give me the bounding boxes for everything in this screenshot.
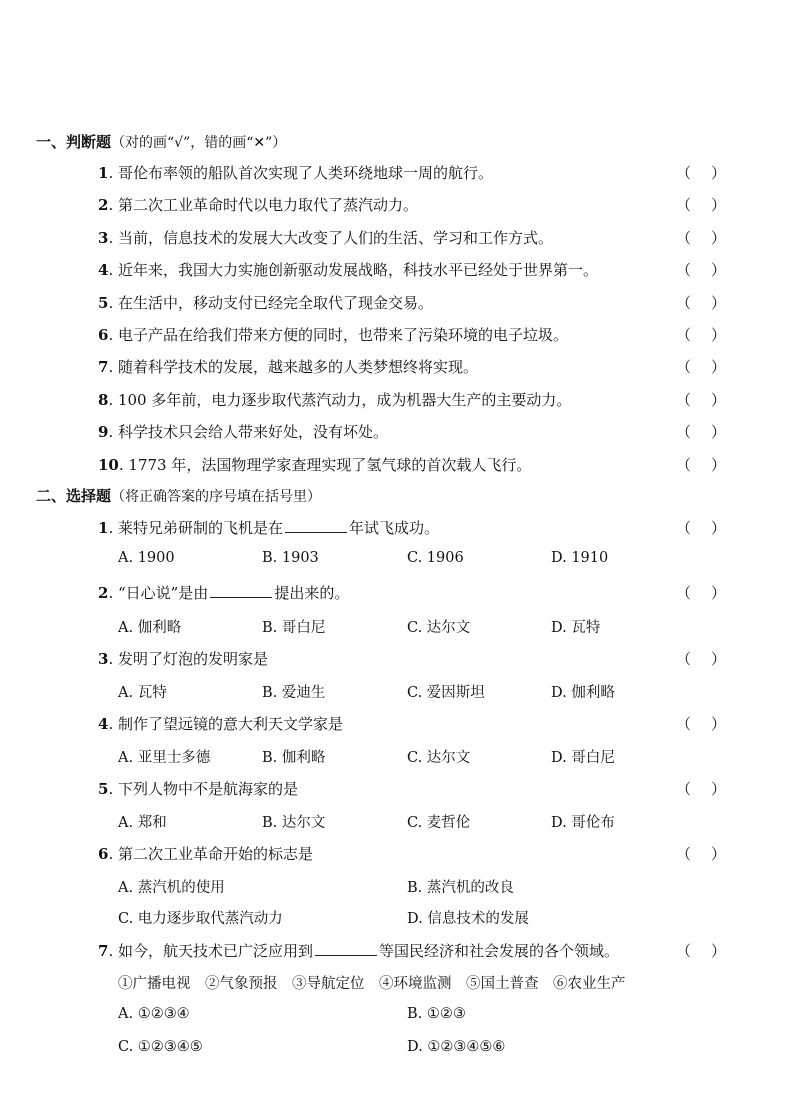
question-6 [98, 843, 313, 864]
question-number: 4 [98, 715, 109, 733]
question-text: . 随着科学技术的发展，越来越多的人类梦想终将实现。 [108, 358, 478, 377]
question-text: . 制作了望远镜的意大利天文学家是 [108, 715, 343, 733]
question-number: 10 [98, 455, 119, 474]
tf-question-1 [98, 162, 493, 183]
answer-box[interactable]: （ ） [676, 358, 726, 377]
answer-box[interactable]: （ ） [676, 650, 726, 668]
option-b[interactable]: B. 爱迪生 [262, 685, 326, 701]
question-text: . 在生活中，移动支付已经完全取代了现金交易。 [108, 293, 433, 312]
option-c[interactable]: C. 麦哲伦 [407, 815, 471, 831]
question-number: 1 [98, 519, 109, 537]
question-number: 7 [98, 358, 109, 377]
question-number: 1 [98, 164, 109, 182]
section-2-note: （将正确答案的序号填在括号里） [111, 489, 322, 505]
option-c[interactable]: C. 达尔文 [407, 620, 471, 636]
question-number: 4 [98, 261, 109, 280]
option-c[interactable]: C. 爱因斯坦 [407, 685, 485, 701]
option-a[interactable]: A. 郑和 [118, 815, 167, 831]
question-text: . 莱特兄弟研制的飞机是在 [108, 519, 283, 537]
option-c[interactable]: C. ①②③④⑤ [118, 1039, 203, 1055]
option-c[interactable]: C. 达尔文 [407, 750, 471, 766]
question-7 [98, 940, 619, 961]
answer-box[interactable]: （ ） [676, 261, 726, 280]
answer-box[interactable]: （ ） [676, 390, 726, 409]
question-text: . 发明了灯泡的发明家是 [108, 650, 268, 668]
question-3 [98, 648, 268, 669]
option-b[interactable]: B. 哥白尼 [262, 620, 326, 636]
option-a[interactable]: A. 亚里士多德 [118, 750, 211, 766]
option-d[interactable]: D. 哥白尼 [551, 750, 615, 766]
question-1 [98, 517, 439, 538]
option-c[interactable]: C. 电力逐步取代蒸汽动力 [118, 911, 283, 927]
answer-blank[interactable] [285, 520, 347, 533]
answer-box[interactable]: （ ） [676, 164, 726, 182]
question-5 [98, 778, 298, 799]
question-text: . “日心说”是由 [108, 584, 209, 602]
tf-question-4 [98, 259, 598, 280]
option-d[interactable]: D. 瓦特 [551, 620, 601, 636]
option-c[interactable]: C. 1906 [407, 550, 464, 566]
question-number: 3 [98, 228, 109, 247]
answer-box[interactable]: （ ） [676, 228, 726, 247]
question-text: . 科学技术只会给人带来好处，没有坏处。 [108, 423, 388, 442]
question-number: 8 [98, 390, 109, 409]
question-text: . 近年来，我国大力实施创新驱动发展战略，科技水平已经处于世界第一。 [108, 261, 598, 280]
answer-box[interactable]: （ ） [676, 519, 726, 537]
question-number: 9 [98, 423, 109, 442]
option-b[interactable]: B. 蒸汽机的改良 [407, 880, 514, 896]
section-1-title: 一、判断题 [36, 133, 112, 151]
option-a[interactable]: A. ①②③④ [118, 1006, 190, 1022]
question-text-end: 提出来的。 [274, 584, 350, 602]
tf-question-6 [98, 324, 568, 345]
question-2 [98, 582, 349, 603]
question-text: . 当前，信息技术的发展大大改变了人们的生活、学习和工作方式。 [108, 228, 553, 247]
option-b[interactable]: B. 伽利略 [262, 750, 326, 766]
answer-box[interactable]: （ ） [676, 715, 726, 733]
question-text: . 1773 年，法国物理学家查理实现了氢气球的首次载人飞行。 [118, 455, 532, 474]
question-text: . 第二次工业革命开始的标志是 [108, 845, 313, 863]
question-number: 5 [98, 293, 109, 312]
question-number: 5 [98, 780, 109, 798]
tf-question-3 [98, 227, 553, 248]
option-d[interactable]: D. 信息技术的发展 [407, 911, 529, 927]
question-text-end: 等国民经济和社会发展的各个领域。 [378, 942, 619, 960]
option-d[interactable]: D. 哥伦布 [551, 815, 615, 831]
question-4 [98, 713, 343, 734]
answer-box[interactable]: （ ） [676, 845, 726, 863]
answer-box[interactable]: （ ） [676, 326, 726, 344]
question-number: 2 [98, 584, 109, 602]
question-text-end: 年试飞成功。 [348, 519, 439, 537]
answer-box[interactable]: （ ） [676, 293, 726, 312]
option-a[interactable]: A. 瓦特 [118, 685, 167, 701]
tf-question-10 [98, 454, 531, 475]
section-1-note: （对的画“√”，错的画“✕”） [111, 135, 287, 151]
option-d[interactable]: D. ①②③④⑤⑥ [407, 1039, 506, 1055]
question-number: 7 [98, 942, 109, 960]
question-number: 6 [98, 845, 109, 863]
option-b[interactable]: B. 1903 [262, 550, 319, 566]
answer-box[interactable]: （ ） [676, 455, 726, 474]
question-text: . 如今，航天技术已广泛应用到 [108, 942, 313, 960]
tf-question-5 [98, 292, 433, 313]
question-text: . 哥伦布率领的船队首次实现了人类环绕地球一周的航行。 [108, 164, 493, 182]
question-number: 3 [98, 650, 109, 668]
answer-blank[interactable] [210, 585, 272, 598]
answer-box[interactable]: （ ） [676, 780, 726, 798]
answer-box[interactable]: （ ） [676, 196, 726, 215]
option-a[interactable]: A. 伽利略 [118, 620, 182, 636]
answer-blank[interactable] [315, 943, 377, 956]
option-a[interactable]: A. 蒸汽机的使用 [118, 880, 225, 896]
question-text: . 下列人物中不是航海家的是 [108, 780, 298, 798]
tf-question-2 [98, 194, 418, 215]
section-2-title: 二、选择题 [36, 487, 112, 505]
tf-question-9 [98, 421, 388, 442]
question-text: . 第二次工业革命时代以电力取代了蒸汽动力。 [108, 196, 418, 215]
answer-box[interactable]: （ ） [676, 942, 726, 960]
question-text: . 电子产品在给我们带来方便的同时，也带来了污染环境的电子垃圾。 [108, 326, 568, 344]
option-d[interactable]: D. 1910 [551, 550, 609, 566]
option-a[interactable]: A. 1900 [118, 550, 175, 566]
fields-list: ①广播电视 ②气象预报 ③导航定位 ④环境监测 ⑤国土普查 ⑥农业生产 [118, 976, 626, 992]
answer-box[interactable]: （ ） [676, 584, 726, 602]
answer-box[interactable]: （ ） [676, 423, 726, 442]
section-1-heading [36, 131, 286, 152]
question-number: 6 [98, 326, 109, 344]
option-b[interactable]: B. ①②③ [407, 1006, 466, 1022]
question-text: . 100 多年前，电力逐步取代蒸汽动力，成为机器大生产的主要动力。 [108, 390, 572, 409]
section-2-heading [36, 485, 321, 506]
option-b[interactable]: B. 达尔文 [262, 815, 326, 831]
tf-question-7 [98, 356, 478, 377]
question-number: 2 [98, 196, 109, 215]
tf-question-8 [98, 389, 571, 410]
option-d[interactable]: D. 伽利略 [551, 685, 615, 701]
